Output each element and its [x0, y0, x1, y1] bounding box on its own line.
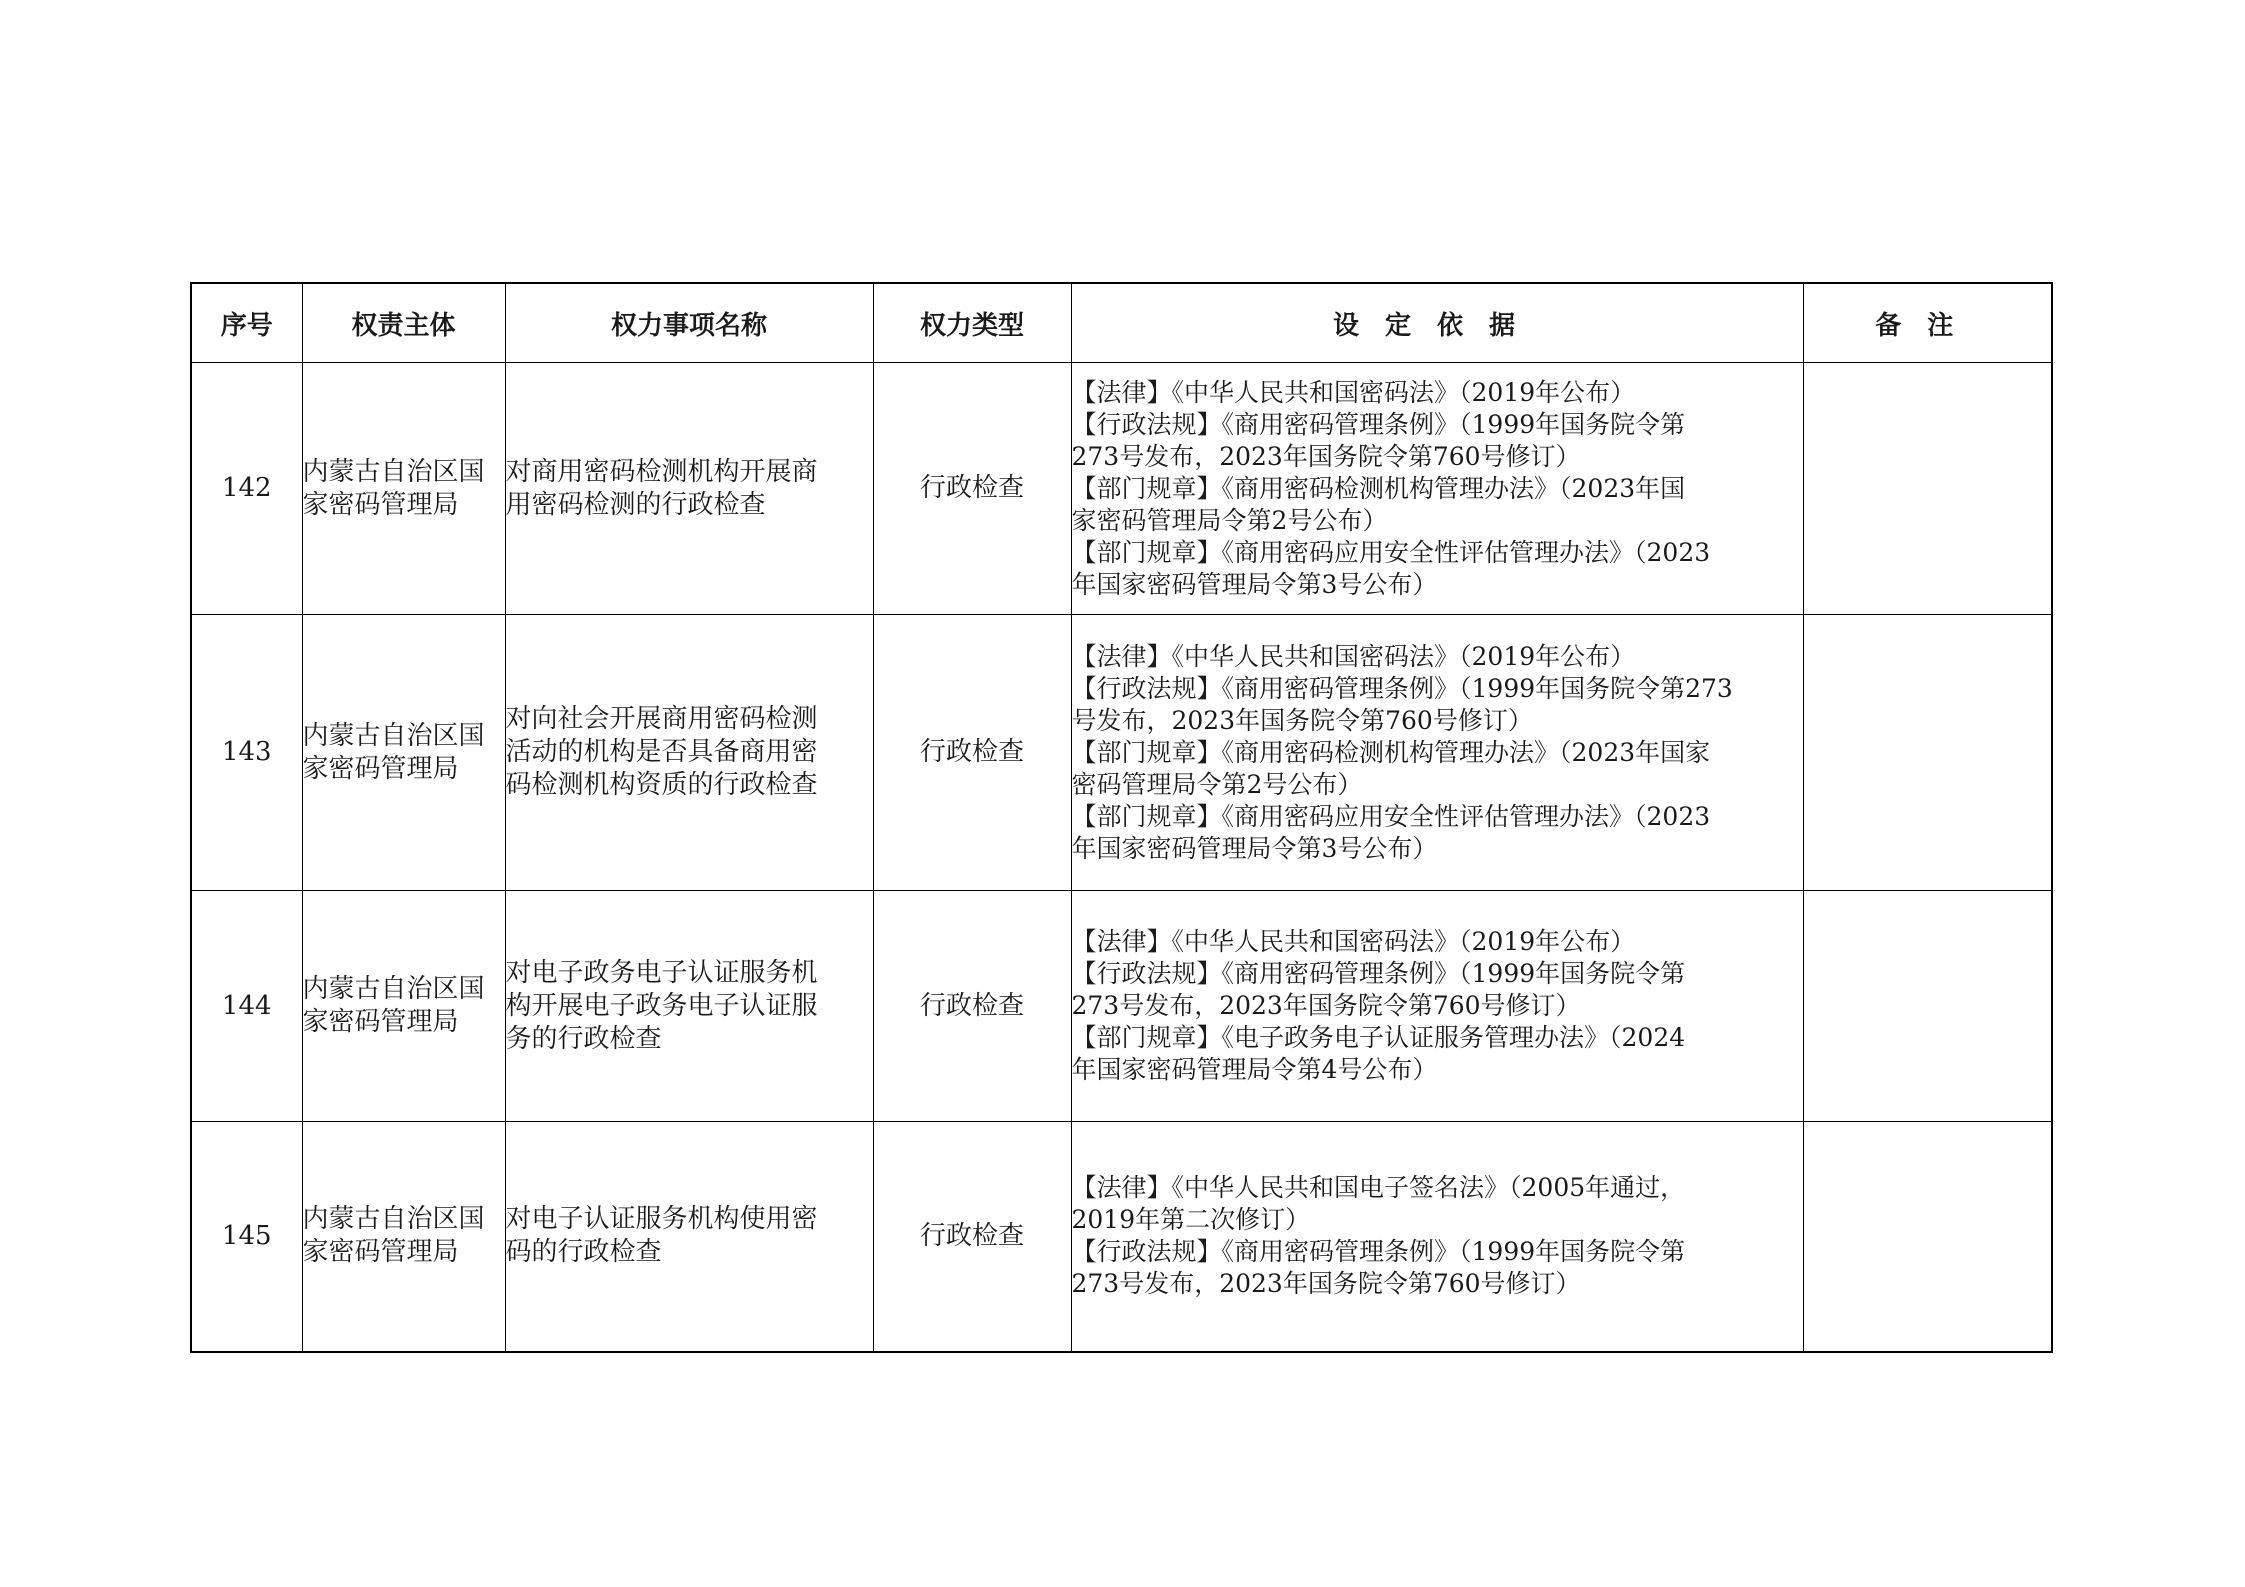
- basis-line: 【行政法规】《商用密码管理条例》（1999年国务院令第: [1071, 1237, 1686, 1267]
- table-row: [191, 363, 2052, 615]
- header-item-name: 权力事项名称: [505, 283, 873, 363]
- note-cell: [1803, 615, 2052, 891]
- power-type-cell: 行政检查: [873, 615, 1071, 891]
- subject-line: 内蒙古自治区国: [302, 1204, 485, 1235]
- header-serial: 序号: [191, 283, 302, 363]
- serial-cell: 145: [191, 1122, 302, 1352]
- item-line: 务的行政检查: [505, 1023, 662, 1054]
- header-power-type: 权力类型: [873, 283, 1071, 363]
- table-row: [191, 1122, 2052, 1352]
- item-name-cell: [505, 615, 873, 891]
- basis-line: 2019年第二次修订）: [1071, 1205, 1311, 1235]
- note-cell: [1803, 363, 2052, 615]
- note-cell: [1803, 1122, 2052, 1352]
- basis-line: 【部门规章】《商用密码应用安全性评估管理办法》（2023: [1071, 801, 1711, 831]
- basis-cell: [1071, 615, 1803, 891]
- basis-line: 密码管理局令第2号公布）: [1071, 769, 1363, 799]
- table-row: [191, 891, 2052, 1122]
- basis-line: 年国家密码管理局令第3号公布）: [1071, 833, 1438, 863]
- item-line: 对向社会开展商用密码检测: [505, 704, 818, 734]
- serial-cell: 143: [191, 615, 302, 891]
- subject-line: 家密码管理局: [302, 489, 459, 520]
- item-line: 对电子认证服务机构使用密: [505, 1204, 818, 1235]
- subject-line: 内蒙古自治区国: [302, 456, 485, 487]
- power-type-cell: 行政检查: [873, 1122, 1071, 1352]
- header-note: 备注: [1803, 283, 2052, 363]
- item-name-cell: [505, 363, 873, 615]
- subject-line: 家密码管理局: [302, 1007, 459, 1037]
- basis-line: 【法律】《中华人民共和国密码法》（2019年公布）: [1071, 641, 1636, 671]
- header-subject: 权责主体: [302, 283, 505, 363]
- subject-cell: [302, 891, 505, 1122]
- subject-line: 家密码管理局: [302, 1237, 459, 1268]
- basis-line: 【行政法规】《商用密码管理条例》（1999年国务院令第273: [1071, 673, 1733, 703]
- item-line: 对电子政务电子认证服务机: [505, 957, 818, 988]
- item-name-cell: [505, 1122, 873, 1352]
- power-list-table: [190, 282, 2053, 1353]
- subject-cell: [302, 615, 505, 891]
- basis-cell: [1071, 1122, 1803, 1352]
- item-line: 对商用密码检测机构开展商: [505, 456, 818, 487]
- power-type-cell: 行政检查: [873, 891, 1071, 1122]
- item-name-cell: [505, 891, 873, 1122]
- power-type-cell: 行政检查: [873, 363, 1071, 615]
- table-row: [191, 615, 2052, 891]
- serial-cell: 144: [191, 891, 302, 1122]
- subject-line: 内蒙古自治区国: [302, 720, 485, 751]
- subject-cell: [302, 1122, 505, 1352]
- item-line: 码的行政检查: [505, 1237, 662, 1268]
- item-line: 用密码检测的行政检查: [505, 489, 766, 520]
- basis-line: 年国家密码管理局令第3号公布）: [1071, 569, 1438, 599]
- basis-line: 年国家密码管理局令第4号公布）: [1071, 1055, 1438, 1084]
- basis-cell: [1071, 891, 1803, 1122]
- basis-cell: [1071, 363, 1803, 615]
- basis-line: 273号发布，2023年国务院令第760号修订）: [1071, 441, 1581, 471]
- basis-line: 号发布，2023年国务院令第760号修订）: [1071, 705, 1533, 735]
- item-line: 活动的机构是否具备商用密: [505, 737, 818, 767]
- header-basis: 设定依据: [1071, 283, 1803, 363]
- basis-line: 【法律】《中华人民共和国密码法》（2019年公布）: [1071, 377, 1636, 407]
- note-cell: [1803, 891, 2052, 1122]
- basis-line: 【部门规章】《商用密码检测机构管理办法》（2023年国家: [1071, 737, 1711, 767]
- basis-line: 【法律】《中华人民共和国电子签名法》（2005年通过，: [1071, 1173, 1686, 1203]
- serial-cell: 142: [191, 363, 302, 615]
- subject-cell: [302, 363, 505, 615]
- subject-line: 家密码管理局: [302, 753, 459, 784]
- basis-line: 273号发布，2023年国务院令第760号修订）: [1071, 1269, 1581, 1299]
- basis-line: 【部门规章】《商用密码检测机构管理办法》（2023年国: [1071, 473, 1686, 503]
- basis-line: 【部门规章】《商用密码应用安全性评估管理办法》（2023: [1071, 537, 1711, 567]
- basis-line: 273号发布，2023年国务院令第760号修订）: [1071, 991, 1581, 1020]
- item-line: 构开展电子政务电子认证服: [505, 990, 818, 1021]
- basis-line: 【法律】《中华人民共和国密码法》（2019年公布）: [1071, 927, 1636, 956]
- subject-line: 内蒙古自治区国: [302, 974, 485, 1004]
- basis-line: 【行政法规】《商用密码管理条例》（1999年国务院令第: [1071, 959, 1686, 988]
- header-row: [191, 283, 2052, 363]
- basis-line: 家密码管理局令第2号公布）: [1071, 505, 1388, 535]
- basis-line: 【部门规章】《电子政务电子认证服务管理办法》（2024: [1071, 1023, 1686, 1052]
- item-line: 码检测机构资质的行政检查: [505, 770, 818, 800]
- basis-line: 【行政法规】《商用密码管理条例》（1999年国务院令第: [1071, 409, 1686, 439]
